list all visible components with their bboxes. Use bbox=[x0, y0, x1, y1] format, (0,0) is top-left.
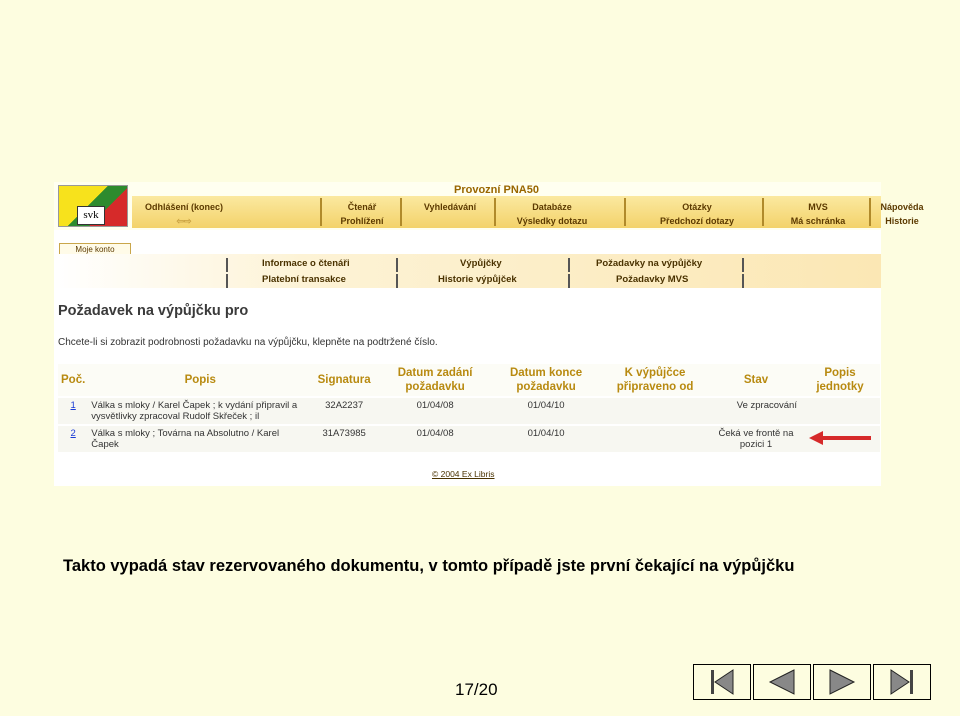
menu-database[interactable] bbox=[502, 200, 602, 228]
callnumber-cell: 31A73985 bbox=[312, 425, 376, 452]
subnav-reader-info[interactable]: Informace o čtenáři bbox=[262, 258, 350, 269]
copyright-link[interactable]: © 2004 Ex Libris bbox=[432, 469, 495, 479]
subnav-divider bbox=[568, 258, 570, 272]
first-slide-button[interactable] bbox=[693, 664, 751, 700]
subnav-divider bbox=[226, 258, 228, 272]
menu-browse-label[interactable]: Prohlížení bbox=[340, 216, 384, 226]
col-header-number: Poč. bbox=[58, 364, 88, 397]
last-icon bbox=[882, 667, 922, 697]
page-title: Požadavek na výpůjčku pro bbox=[58, 303, 249, 319]
menu-questions-label[interactable]: Otázky bbox=[682, 202, 712, 212]
my-account-button[interactable]: Moje konto bbox=[59, 243, 131, 256]
request-link[interactable]: 1 bbox=[70, 400, 76, 411]
col-header-callnumber: Signatura bbox=[312, 364, 376, 397]
menu-search[interactable] bbox=[408, 200, 492, 214]
screenshot-panel bbox=[54, 182, 924, 486]
page-hint: Chcete-li si zobrazit podrobnosti požadavku na výpůjčku, klepněte na podtržené číslo. bbox=[58, 337, 438, 348]
next-slide-button[interactable] bbox=[813, 664, 871, 700]
subnav-divider bbox=[396, 274, 398, 288]
top-navigation bbox=[54, 182, 924, 230]
menu-divider bbox=[400, 198, 402, 226]
request-date-cell: 01/04/08 bbox=[376, 397, 494, 425]
slide-navigation bbox=[691, 664, 931, 700]
table-row bbox=[58, 425, 880, 452]
menu-questions[interactable] bbox=[632, 200, 762, 228]
menu-reader-label[interactable]: Čtenář bbox=[347, 202, 377, 212]
menu-ill[interactable] bbox=[772, 200, 864, 228]
menu-mailbox-label[interactable]: Má schránka bbox=[790, 216, 846, 226]
col-header-ready-from: K výpůjčce připraveno od bbox=[598, 364, 712, 397]
status-cell: Ve zpracování bbox=[712, 397, 800, 425]
menu-logout[interactable] bbox=[138, 200, 230, 228]
menu-results-label[interactable]: Výsledky dotazu bbox=[516, 216, 588, 226]
description-cell: Válka s mloky ; Továrna na Absolutno / Karel Čapek bbox=[88, 425, 312, 452]
menu-help[interactable] bbox=[871, 200, 933, 228]
subnav-divider bbox=[568, 274, 570, 288]
row-number-cell bbox=[58, 425, 88, 452]
previous-slide-button[interactable] bbox=[753, 664, 811, 700]
end-date-cell: 01/04/10 bbox=[494, 397, 598, 425]
subnav-divider bbox=[742, 274, 744, 288]
next-icon bbox=[822, 667, 862, 697]
menu-previous-queries-label[interactable]: Předchozí dotazy bbox=[659, 216, 734, 226]
ready-from-cell bbox=[598, 425, 712, 452]
app-title: Provozní PNA50 bbox=[454, 184, 539, 196]
row-number-cell bbox=[58, 397, 88, 425]
col-header-end-date: Datum konce požadavku bbox=[494, 364, 598, 397]
item-description-cell bbox=[800, 397, 880, 425]
requests-table bbox=[58, 364, 880, 452]
previous-icon bbox=[762, 667, 802, 697]
subnav-divider bbox=[396, 258, 398, 272]
col-header-description: Popis bbox=[88, 364, 312, 397]
table-row bbox=[58, 397, 880, 425]
secondary-navigation bbox=[54, 254, 881, 288]
col-header-status: Stav bbox=[712, 364, 800, 397]
description-cell: Válka s mloky / Karel Čapek ; k vydání připravil a vysvětlivky zpracoval Rudolf Skřeček ; il bbox=[88, 397, 312, 425]
status-cell: Čeká ve frontě na pozici 1 bbox=[712, 425, 800, 452]
subnav-payments[interactable]: Platební transakce bbox=[262, 274, 346, 285]
subnav-ill-requests[interactable]: Požadavky MVS bbox=[616, 274, 689, 285]
menu-reader[interactable] bbox=[328, 200, 396, 228]
menu-divider bbox=[762, 198, 764, 226]
menu-divider bbox=[624, 198, 626, 226]
col-header-item-description: Popis jednotky bbox=[800, 364, 880, 397]
menu-search-label[interactable]: Vyhledávání bbox=[423, 202, 477, 212]
menu-history-label[interactable]: Historie bbox=[885, 216, 919, 226]
menu-divider bbox=[494, 198, 496, 226]
menu-database-label[interactable]: Databáze bbox=[532, 202, 572, 212]
ready-from-cell bbox=[598, 397, 712, 425]
menu-mvs-label[interactable]: MVS bbox=[808, 202, 828, 212]
library-logo bbox=[58, 185, 128, 227]
menu-logout-label[interactable]: Odhlášení (konec) bbox=[144, 202, 224, 212]
col-header-request-date: Datum zadání požadavku bbox=[376, 364, 494, 397]
top-menu-band bbox=[132, 196, 924, 228]
subnav-loan-requests[interactable]: Požadavky na výpůjčky bbox=[596, 258, 703, 269]
arrows-icon[interactable]: ⇦⇨ bbox=[176, 216, 192, 226]
last-slide-button[interactable] bbox=[873, 664, 931, 700]
red-arrow-icon bbox=[809, 431, 872, 445]
first-icon bbox=[702, 667, 742, 697]
menu-help-label[interactable]: Nápověda bbox=[880, 202, 924, 212]
end-date-cell: 01/04/10 bbox=[494, 425, 598, 452]
subnav-loans[interactable]: Výpůjčky bbox=[460, 258, 502, 269]
logo-text: svk bbox=[77, 206, 105, 225]
slide-caption: Takto vypadá stav rezervovaného dokumentu, v tomto případě jste první čekající na výpůjčku bbox=[63, 557, 795, 575]
subnav-divider bbox=[226, 274, 228, 288]
subnav-loan-history[interactable]: Historie výpůjček bbox=[438, 274, 517, 285]
callnumber-cell: 32A2237 bbox=[312, 397, 376, 425]
page-number: 17/20 bbox=[455, 680, 498, 699]
request-link[interactable]: 2 bbox=[70, 428, 76, 439]
subnav-divider bbox=[742, 258, 744, 272]
menu-divider bbox=[320, 198, 322, 226]
request-date-cell: 01/04/08 bbox=[376, 425, 494, 452]
table-header-row bbox=[58, 364, 880, 397]
